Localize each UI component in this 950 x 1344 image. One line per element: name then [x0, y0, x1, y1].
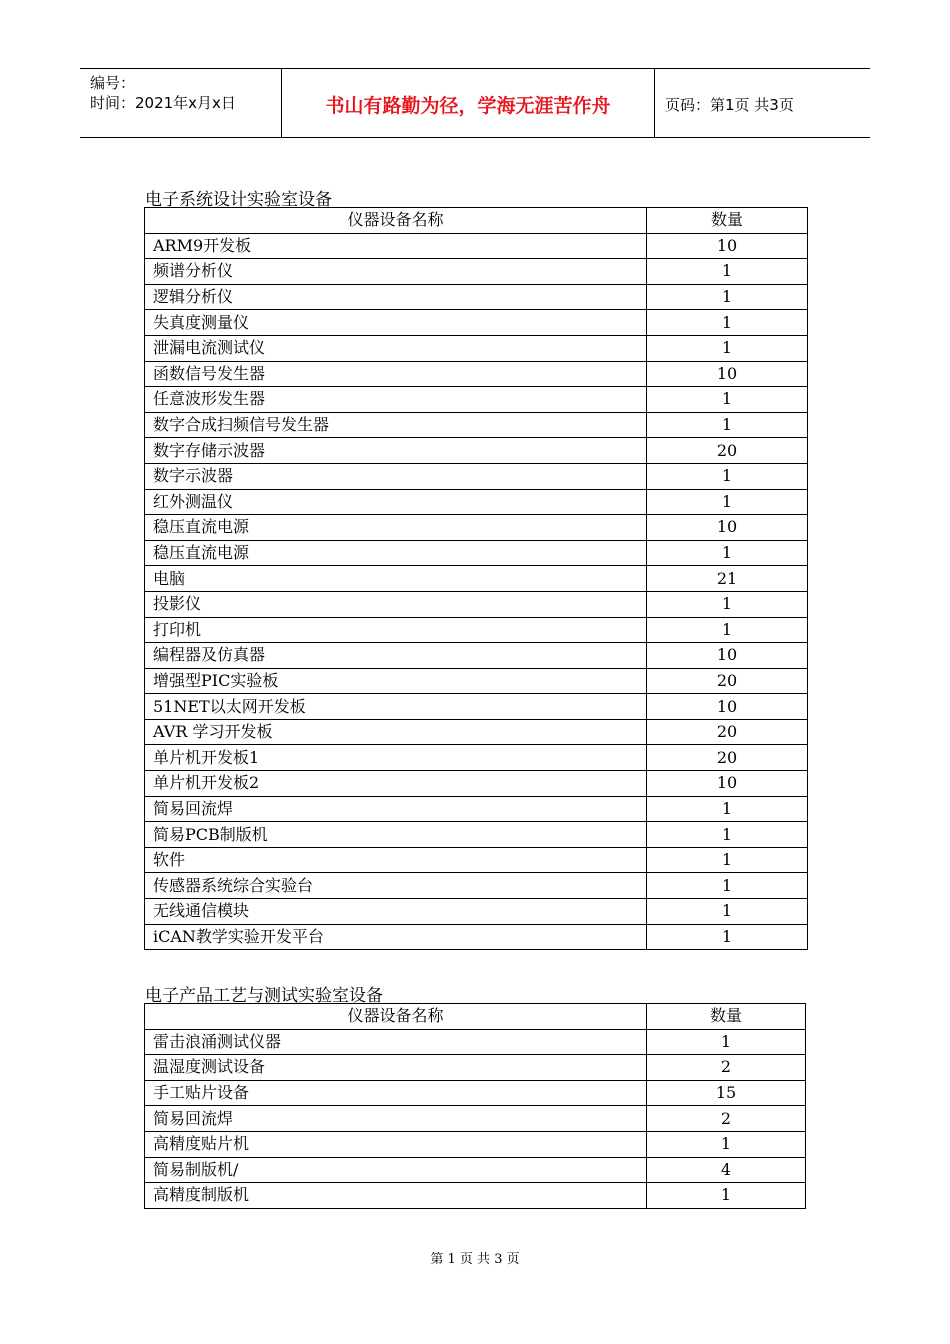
equipment-name-cell: 简易回流焊 [145, 796, 647, 822]
quantity-cell: 1 [647, 540, 808, 566]
table-row [145, 1157, 806, 1183]
quantity-cell: 10 [647, 643, 808, 669]
equipment-table-2 [144, 1003, 806, 1209]
time-label: 时间：2021年x月x日 [90, 94, 236, 112]
number-label: 编号： [90, 74, 136, 92]
table-row [145, 335, 808, 361]
table-row [145, 566, 808, 592]
table-row [145, 284, 808, 310]
quantity-cell: 1 [647, 1183, 806, 1209]
equipment-name-cell: 稳压直流电源 [145, 515, 647, 541]
table-row [145, 361, 808, 387]
quantity-cell: 1 [647, 796, 808, 822]
equipment-name-cell: 单片机开发板2 [145, 771, 647, 797]
table-row [145, 899, 808, 925]
table-row [145, 233, 808, 259]
quantity-cell: 1 [647, 1029, 806, 1055]
quantity-cell: 10 [647, 771, 808, 797]
quantity-cell: 1 [647, 822, 808, 848]
equipment-name-cell: 软件 [145, 847, 647, 873]
equipment-name-cell: 增强型PIC实验板 [145, 668, 647, 694]
quantity-cell: 1 [647, 259, 808, 285]
table-body [145, 1029, 806, 1208]
page-footer: 第 1 页 共 3 页 [430, 1252, 520, 1267]
table-row [145, 771, 808, 797]
quantity-cell: 20 [647, 668, 808, 694]
quantity-cell: 1 [647, 412, 808, 438]
table-row [145, 822, 808, 848]
page-header [80, 68, 870, 138]
quantity-cell: 1 [647, 335, 808, 361]
quantity-cell: 20 [647, 719, 808, 745]
equipment-name-cell: 编程器及仿真器 [145, 643, 647, 669]
quantity-cell: 21 [647, 566, 808, 592]
equipment-name-cell: 手工贴片设备 [145, 1080, 647, 1106]
quantity-cell: 4 [647, 1157, 806, 1183]
quantity-cell: 10 [647, 515, 808, 541]
table-header-row [145, 1004, 806, 1030]
header-meta-cell [80, 69, 282, 137]
table-row [145, 796, 808, 822]
equipment-name-cell: 稳压直流电源 [145, 540, 647, 566]
table-row [145, 259, 808, 285]
equipment-name-cell: 投影仪 [145, 591, 647, 617]
section1-title: 电子系统设计实验室设备 [145, 190, 332, 210]
table-row [145, 745, 808, 771]
quantity-cell: 1 [647, 1131, 806, 1157]
quantity-cell: 10 [647, 694, 808, 720]
equipment-name-cell: 红外测温仪 [145, 489, 647, 515]
equipment-name-cell: 高精度制版机 [145, 1183, 647, 1209]
equipment-table-1 [144, 207, 808, 950]
equipment-name-cell: 数字示波器 [145, 463, 647, 489]
equipment-name-cell: 高精度贴片机 [145, 1131, 647, 1157]
col-header-name: 仪器设备名称 [145, 208, 647, 234]
table-row [145, 847, 808, 873]
quantity-cell: 1 [647, 591, 808, 617]
table-row [145, 591, 808, 617]
equipment-name-cell: ARM9开发板 [145, 233, 647, 259]
table-row [145, 1106, 806, 1132]
quantity-cell: 1 [647, 284, 808, 310]
equipment-name-cell: 频谱分析仪 [145, 259, 647, 285]
table-row [145, 489, 808, 515]
quantity-cell: 10 [647, 233, 808, 259]
col-header-qty: 数量 [647, 208, 808, 234]
quantity-cell: 1 [647, 387, 808, 413]
equipment-name-cell: 简易回流焊 [145, 1106, 647, 1132]
table-row [145, 310, 808, 336]
table-row [145, 1080, 806, 1106]
table-row [145, 694, 808, 720]
equipment-name-cell: 简易PCB制版机 [145, 822, 647, 848]
quantity-cell: 1 [647, 924, 808, 950]
equipment-name-cell: 失真度测量仪 [145, 310, 647, 336]
motto-text: 书山有路勤为径，学海无涯苦作舟 [325, 95, 611, 117]
table-row [145, 873, 808, 899]
table-row [145, 540, 808, 566]
equipment-name-cell: 51NET以太网开发板 [145, 694, 647, 720]
page-info: 页码：第1页 共3页 [665, 96, 794, 114]
quantity-cell: 10 [647, 361, 808, 387]
table-row [145, 1029, 806, 1055]
table-row [145, 643, 808, 669]
equipment-name-cell: 无线通信模块 [145, 899, 647, 925]
table-row [145, 515, 808, 541]
equipment-name-cell: 数字存储示波器 [145, 438, 647, 464]
equipment-name-cell: 泄漏电流测试仪 [145, 335, 647, 361]
equipment-name-cell: 单片机开发板1 [145, 745, 647, 771]
header-page-cell [655, 69, 870, 137]
equipment-name-cell: 温湿度测试设备 [145, 1055, 647, 1081]
quantity-cell: 2 [647, 1055, 806, 1081]
table-row [145, 719, 808, 745]
table-row [145, 924, 808, 950]
equipment-name-cell: 简易制版机/ [145, 1157, 647, 1183]
quantity-cell: 1 [647, 463, 808, 489]
table-header-row [145, 208, 808, 234]
quantity-cell: 1 [647, 310, 808, 336]
quantity-cell: 20 [647, 745, 808, 771]
table-row [145, 463, 808, 489]
quantity-cell: 1 [647, 489, 808, 515]
quantity-cell: 15 [647, 1080, 806, 1106]
col-header-qty: 数量 [647, 1004, 806, 1030]
table-body [145, 233, 808, 950]
quantity-cell: 1 [647, 873, 808, 899]
equipment-name-cell: 函数信号发生器 [145, 361, 647, 387]
quantity-cell: 1 [647, 617, 808, 643]
equipment-name-cell: 任意波形发生器 [145, 387, 647, 413]
equipment-name-cell: 传感器系统综合实验台 [145, 873, 647, 899]
col-header-name: 仪器设备名称 [145, 1004, 647, 1030]
equipment-name-cell: 数字合成扫频信号发生器 [145, 412, 647, 438]
quantity-cell: 2 [647, 1106, 806, 1132]
table-row [145, 387, 808, 413]
quantity-cell: 1 [647, 899, 808, 925]
header-motto-cell [282, 69, 655, 137]
equipment-name-cell: AVR 学习开发板 [145, 719, 647, 745]
table-row [145, 1055, 806, 1081]
equipment-name-cell: 电脑 [145, 566, 647, 592]
table-row [145, 438, 808, 464]
equipment-name-cell: 雷击浪涌测试仪器 [145, 1029, 647, 1055]
table-row [145, 617, 808, 643]
table-row [145, 1183, 806, 1209]
equipment-name-cell: iCAN教学实验开发平台 [145, 924, 647, 950]
table-row [145, 668, 808, 694]
table-row [145, 1131, 806, 1157]
section2-title: 电子产品工艺与测试实验室设备 [145, 986, 383, 1006]
equipment-name-cell: 逻辑分析仪 [145, 284, 647, 310]
quantity-cell: 1 [647, 847, 808, 873]
quantity-cell: 20 [647, 438, 808, 464]
equipment-name-cell: 打印机 [145, 617, 647, 643]
table-row [145, 412, 808, 438]
